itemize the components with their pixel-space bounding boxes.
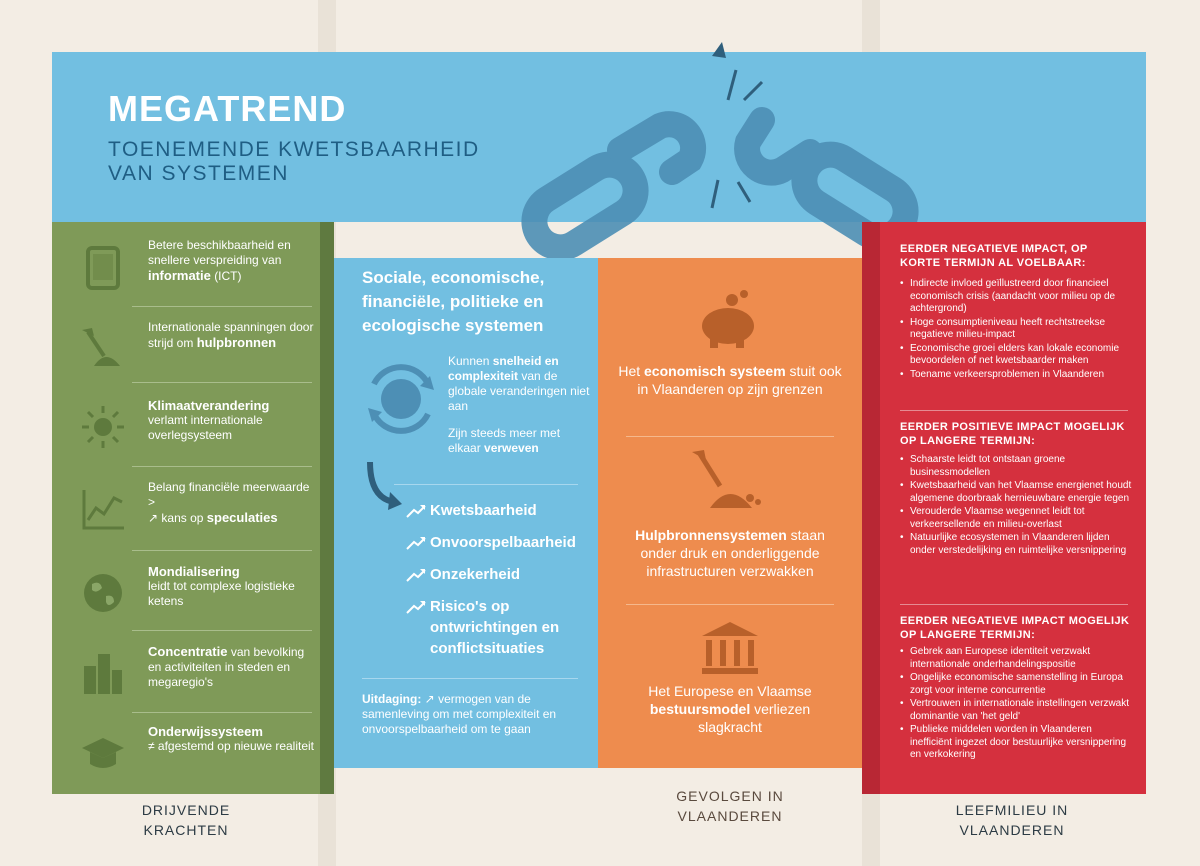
environment-section-heading: EERDER NEGATIEVE IMPACT MOGELIJK OP LANGERE TERMIJN:: [900, 615, 1130, 641]
divider: [132, 466, 312, 467]
driver-text: Mondialisering leidt tot complexe logistieke ketens: [148, 564, 295, 608]
environment-panel: [880, 222, 1146, 794]
divider: [132, 712, 312, 713]
driver-text: Onderwijssysteem ≠ afgestemd op nieuwe realiteit: [148, 724, 315, 753]
red-panel-edge: [862, 222, 880, 794]
consequence-governance: Het Europese en Vlaamse bestuursmodel verliezen slagkracht: [648, 683, 812, 735]
trend-up-icon: [406, 568, 426, 582]
consequences-panel: [598, 258, 862, 768]
divider: [132, 382, 312, 383]
institution-icon: [700, 620, 760, 676]
consequence-resources: Hulpbronnensystemen staan onder druk en onderliggende infrastructuren verzwakken: [635, 527, 825, 579]
divider: [132, 630, 312, 631]
systems-panel: [334, 258, 604, 768]
environment-label: LEEFMILIEU IN VLAANDEREN: [955, 802, 1069, 838]
trend-item: Risico's op ontwrichtingen en conflictsituaties: [430, 598, 560, 657]
subtitle-line-2: VAN SYSTEMEN: [108, 162, 289, 185]
green-panel-edge: [320, 222, 334, 794]
trend-up-icon: [406, 536, 426, 550]
tablet-icon: [80, 244, 126, 290]
page-title: MEGATREND: [108, 88, 347, 129]
globe-cycle-icon: [356, 354, 446, 444]
drivers-panel: [52, 222, 320, 794]
environment-section-list: [900, 646, 1132, 763]
systems-paragraph-1: Kunnen snelheid en complexiteit van de globale veranderingen niet aan: [448, 354, 590, 413]
list-item: • Toename verkeersproblemen in Vlaanderen: [900, 369, 1132, 382]
environment-section-heading: EERDER POSITIEVE IMPACT MOGELIJK OP LANGERE TERMIJN:: [900, 421, 1125, 447]
sun-icon: [80, 404, 126, 450]
trend-item: Kwetsbaarheid: [430, 502, 537, 519]
driver-item-speculation: [52, 474, 320, 546]
globe-icon: [80, 570, 126, 616]
list-item: • Natuurlijke ecosystemen in Vlaanderen lijden onder verstedelijking en ruimtelijke versnippering: [900, 532, 1132, 557]
list-item: • Publieke middelen worden in Vlaanderen inefficiënt ingezet door bestuurlijke versnippering en verkokering: [900, 724, 1132, 762]
trend-item: Onvoorspelbaarheid: [430, 534, 576, 551]
challenge-text: Uitdaging: ↗ vermogen van de samenleving om met complexiteit en onvoorspelbaarheid om te gaan: [362, 692, 557, 736]
divider: [362, 678, 578, 679]
trend-graph-icon: [80, 486, 126, 532]
list-item: • Verouderde Vlaamse wegennet leidt tot verkeersellende en milieu-overlast: [900, 506, 1132, 531]
driver-item-information: [52, 232, 320, 304]
list-item: • Economische groei elders kan lokale economie bevoordelen of net kwetsbaarder maken: [900, 343, 1132, 368]
list-item: • Schaarste leidt tot ontstaan groene businessmodellen: [900, 454, 1132, 479]
divider: [900, 410, 1128, 411]
drivers-label: DRIJVENDE KRACHTEN: [141, 802, 231, 838]
driver-item-globalization: [52, 558, 320, 630]
trend-item: Onzekerheid: [430, 566, 521, 583]
page-subtitle: [108, 138, 538, 186]
environment-section-list: [900, 454, 1132, 558]
driver-text: Betere beschikbaarheid en snellere verspreiding van informatie (ICT): [148, 238, 291, 283]
trend-up-icon: [406, 600, 426, 614]
consequences-label: GEVOLGEN IN VLAANDEREN: [676, 788, 784, 824]
piggy-bank-icon: [694, 286, 764, 350]
systems-heading: Sociale, economische, financiële, politieke en ecologische systemen: [362, 268, 545, 335]
list-item: • Indirecte invloed geïllustreerd door financieel economisch crisis (aandacht voor milieu op de achtergrond): [900, 278, 1132, 316]
driver-item-concentration: [52, 638, 320, 710]
driver-item-resources: [52, 314, 320, 386]
consequence-economy: Het economisch systeem stuit ook in Vlaanderen op zijn grenzen: [618, 363, 842, 397]
driver-text: Klimaatverandering verlamt internationale overlegsysteem: [148, 398, 270, 442]
shovel-icon: [690, 450, 770, 510]
subtitle-line-1: TOENEMENDE KWETSBAARHEID: [108, 138, 480, 161]
list-item: • Hoge consumptieniveau heeft rechtstreekse negatieve milieu-impact: [900, 317, 1132, 342]
graduation-cap-icon: [80, 730, 126, 776]
systems-paragraph-2: Zijn steeds meer met elkaar verweven: [448, 426, 561, 455]
list-item: • Kwetsbaarheid van het Vlaamse energienet houdt algemene doorbraak hernieuwbare energie tegen: [900, 480, 1132, 505]
environment-section-heading: EERDER NEGATIEVE IMPACT, OP KORTE TERMIJN AL VOELBAAR:: [900, 243, 1088, 269]
list-item: • Ongelijke economische samenstelling in Europa zorgt voor interne concurrentie: [900, 672, 1132, 697]
divider: [394, 484, 578, 485]
divider: [626, 436, 834, 437]
list-item: • Gebrek aan Europese identiteit verzwakt internationale onderhandelingspositie: [900, 646, 1132, 671]
divider: [900, 604, 1128, 605]
driver-text: Concentratie van bevolking en activiteiten in steden en megaregio's: [148, 644, 305, 689]
driver-text: Internationale spanningen door strijd om hulpbronnen: [148, 320, 314, 350]
environment-section-list: [900, 278, 1132, 382]
divider: [132, 306, 312, 307]
trend-up-icon: [406, 504, 426, 518]
buildings-icon: [80, 650, 126, 696]
driver-item-climate: [52, 392, 320, 464]
divider: [132, 550, 312, 551]
driver-text: Belang financiële meerwaarde > ↗ kans op speculaties: [148, 480, 310, 525]
shovel-icon: [80, 326, 126, 372]
driver-item-education: [52, 718, 320, 790]
list-item: • Vertrouwen in internationale instellingen verzwakt dominantie van 'het geld': [900, 698, 1132, 723]
curved-arrow-icon: [364, 458, 404, 518]
divider: [626, 604, 834, 605]
